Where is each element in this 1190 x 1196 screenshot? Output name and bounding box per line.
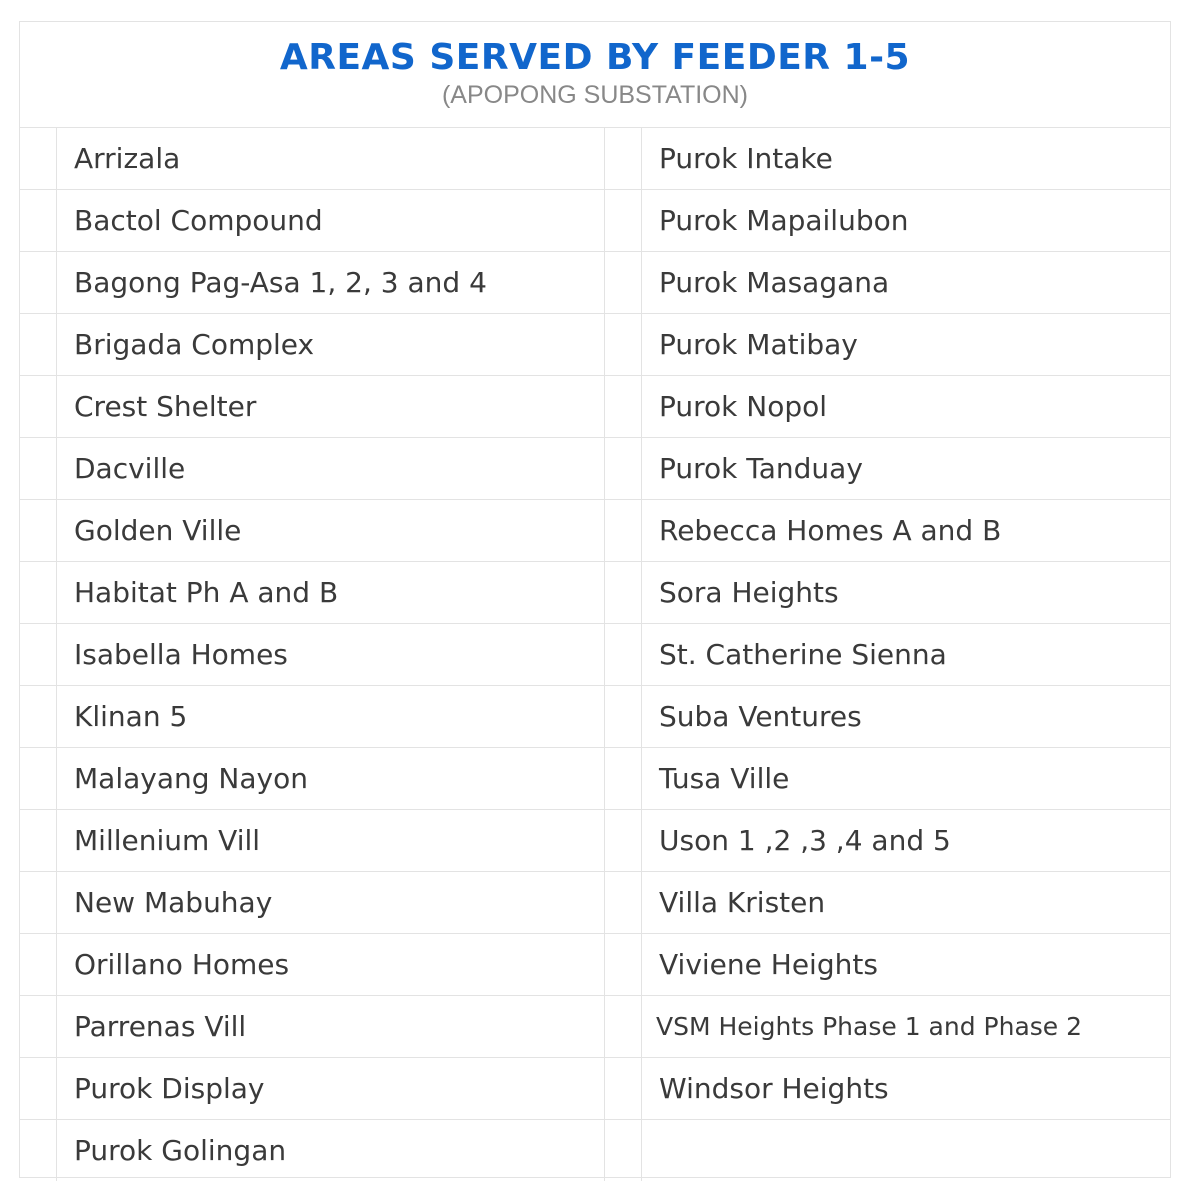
table-row [20, 252, 1170, 314]
column-separator-cell [605, 252, 642, 314]
area-cell-right: Suba Ventures [642, 686, 1171, 748]
table-row [20, 314, 1170, 376]
areas-table [20, 128, 1170, 1181]
column-separator-cell [605, 686, 642, 748]
table-row [20, 996, 1170, 1058]
row-gutter-cell [20, 686, 57, 748]
area-cell-right: Windsor Heights [642, 1058, 1171, 1120]
area-cell-left: Purok Golingan [57, 1120, 605, 1182]
area-cell-right: VSM Heights Phase 1 and Phase 2 [642, 996, 1171, 1058]
table-row [20, 810, 1170, 872]
area-cell-left: Habitat Ph A and B [57, 562, 605, 624]
row-gutter-cell [20, 624, 57, 686]
area-cell-left: Arrizala [57, 128, 605, 190]
row-gutter-cell [20, 934, 57, 996]
column-separator-cell [605, 562, 642, 624]
table-row [20, 872, 1170, 934]
column-separator-cell [605, 500, 642, 562]
column-separator-cell [605, 934, 642, 996]
row-gutter-cell [20, 438, 57, 500]
column-separator-cell [605, 190, 642, 252]
column-separator-cell [605, 314, 642, 376]
area-cell-left: Golden Ville [57, 500, 605, 562]
row-gutter-cell [20, 872, 57, 934]
column-separator-cell [605, 996, 642, 1058]
row-gutter-cell [20, 190, 57, 252]
area-cell-right: St. Catherine Sienna [642, 624, 1171, 686]
row-gutter-cell [20, 562, 57, 624]
row-gutter-cell [20, 376, 57, 438]
table-row [20, 500, 1170, 562]
area-cell-right: Viviene Heights [642, 934, 1171, 996]
row-gutter-cell [20, 748, 57, 810]
row-gutter-cell [20, 252, 57, 314]
row-gutter-cell [20, 128, 57, 190]
row-gutter-cell [20, 500, 57, 562]
table-row [20, 190, 1170, 252]
column-separator-cell [605, 748, 642, 810]
column-separator-cell [605, 624, 642, 686]
area-cell-right: Rebecca Homes A and B [642, 500, 1171, 562]
table-row [20, 686, 1170, 748]
area-cell-right: Purok Nopol [642, 376, 1171, 438]
area-cell-left: Crest Shelter [57, 376, 605, 438]
area-cell-right: Purok Intake [642, 128, 1171, 190]
column-separator-cell [605, 872, 642, 934]
areas-table-frame [19, 21, 1171, 1178]
area-cell-right: Purok Matibay [642, 314, 1171, 376]
row-gutter-cell [20, 1120, 57, 1182]
area-cell-left: Millenium Vill [57, 810, 605, 872]
table-row [20, 128, 1170, 190]
area-cell-right: Purok Mapailubon [642, 190, 1171, 252]
row-gutter-cell [20, 314, 57, 376]
area-cell-right: Tusa Ville [642, 748, 1171, 810]
table-row [20, 624, 1170, 686]
column-separator-cell [605, 438, 642, 500]
column-separator-cell [605, 1120, 642, 1182]
area-cell-left: Parrenas Vill [57, 996, 605, 1058]
area-cell-left: Isabella Homes [57, 624, 605, 686]
table-row [20, 562, 1170, 624]
area-cell-right: Sora Heights [642, 562, 1171, 624]
table-row [20, 1120, 1170, 1182]
area-cell-right: Uson 1 ,2 ,3 ,4 and 5 [642, 810, 1171, 872]
table-row [20, 1058, 1170, 1120]
area-cell-left: New Mabuhay [57, 872, 605, 934]
area-cell-left: Klinan 5 [57, 686, 605, 748]
column-separator-cell [605, 376, 642, 438]
area-cell-right: Purok Masagana [642, 252, 1171, 314]
column-separator-cell [605, 1058, 642, 1120]
area-cell-right: Purok Tanduay [642, 438, 1171, 500]
area-cell-right [642, 1120, 1171, 1182]
area-cell-right: Villa Kristen [642, 872, 1171, 934]
table-row [20, 934, 1170, 996]
row-gutter-cell [20, 1058, 57, 1120]
table-row [20, 748, 1170, 810]
area-cell-left: Bactol Compound [57, 190, 605, 252]
column-separator-cell [605, 810, 642, 872]
table-header [20, 22, 1170, 128]
table-row [20, 438, 1170, 500]
area-cell-left: Bagong Pag-Asa 1, 2, 3 and 4 [57, 252, 605, 314]
area-cell-left: Orillano Homes [57, 934, 605, 996]
page-subtitle: (APOPONG SUBSTATION) [441, 81, 749, 109]
area-cell-left: Dacville [57, 438, 605, 500]
area-cell-left: Brigada Complex [57, 314, 605, 376]
page-title: AREAS SERVED BY FEEDER 1-5 [279, 37, 911, 78]
area-cell-left: Purok Display [57, 1058, 605, 1120]
area-cell-left: Malayang Nayon [57, 748, 605, 810]
row-gutter-cell [20, 996, 57, 1058]
row-gutter-cell [20, 810, 57, 872]
column-separator-cell [605, 128, 642, 190]
table-row [20, 376, 1170, 438]
